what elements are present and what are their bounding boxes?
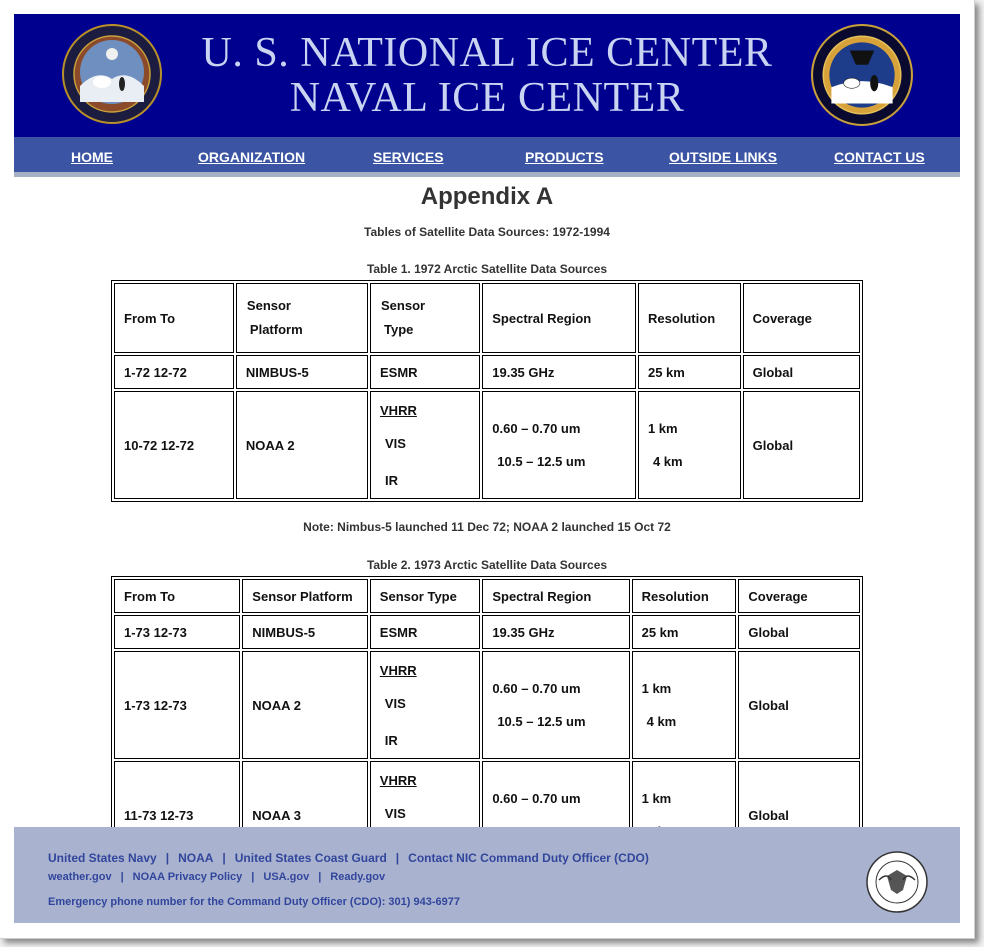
table-cell: Global [738,651,860,759]
footer-separator: | [222,851,226,865]
table-cell: ESMR [370,355,480,389]
spectral-text: 0.60 – 0.70 um [492,681,581,696]
sensor-type-text: VIS [384,695,406,711]
resolution-text: 4 km [652,454,683,469]
table-cell: ESMR [370,615,481,649]
main-content [14,177,960,827]
table-header-cell: Coverage [743,283,860,353]
table-header-cell [370,283,480,353]
table-cell [482,651,629,759]
footer-links-row2 [48,871,385,883]
table-cell: 10-72 12-72 [114,391,234,499]
site-footer [14,827,960,923]
table-cell: 19.35 GHz [482,355,636,389]
table1-header-row [114,283,860,353]
footer-link-noaa-privacy[interactable]: NOAA Privacy Policy [132,871,243,883]
table-cell [370,651,481,759]
resolution-text: 1 km [647,421,678,436]
table-cell: Global [743,355,860,389]
table-header-cell: Sensor Platform [242,579,368,613]
header-title-line1: U. S. NATIONAL ICE CENTER [201,30,773,76]
footer-emergency-text: Emergency phone number for the Command Duty Officer (CDO): 301) 943-6977 [48,896,460,908]
sensor-type-text: VHRR [379,662,417,678]
table-row [114,615,860,649]
page-subtitle: Tables of Satellite Data Sources: 1972-1994 [364,225,610,239]
footer-separator: | [395,851,400,865]
header-title-line2: NAVAL ICE CENTER [289,75,685,121]
nav-organization-link[interactable]: ORGANIZATION [198,149,306,165]
table-header-cell: Spectral Region [482,579,629,613]
sensor-type-text: VHRR [379,772,417,788]
table-cell [370,391,480,499]
table-cell: Global [743,391,860,499]
footer-link-weather-gov[interactable]: weather.gov [48,871,112,883]
nav-services-link[interactable]: SERVICES [373,149,444,165]
table-cell: 1-72 12-72 [114,355,234,389]
table1-note: Note: Nimbus-5 launched 11 Dec 72; NOAA 2 launched 15 Oct 72 [303,520,671,534]
table-cell: Global [738,615,860,649]
resolution-text: 1 km [641,681,672,696]
table-header-cell [236,283,368,353]
table-header-cell: From To [114,283,234,353]
table1 [111,280,863,502]
table-cell: 19.35 GHz [482,615,629,649]
table2-header-row [114,579,860,613]
table1-caption: Table 1. 1972 Arctic Satellite Data Sources [366,262,608,276]
footer-separator: | [120,871,124,883]
nav-home-link[interactable]: HOME [71,149,113,165]
table-cell: 25 km [638,355,741,389]
naval-ice-center-seal [811,24,913,126]
table-cell: NOAA 3 [242,761,368,869]
footer-links-row1 [48,851,649,865]
table-cell: 25 km [632,615,737,649]
footer-link-noaa[interactable]: NOAA [178,851,214,865]
footer-separator: | [165,851,170,865]
table-header-cell: Resolution [632,579,737,613]
table-row [114,651,860,759]
table-header-cell: Spectral Region [482,283,636,353]
footer-link-usa-gov[interactable]: USA.gov [263,871,310,883]
table-header-cell: Resolution [638,283,741,353]
table2-caption: Table 2. 1973 Arctic Satellite Data Sources [366,558,608,572]
table-cell: 1-73 12-73 [114,651,240,759]
sensor-type-text: IR [384,732,398,748]
table-cell: Global [738,761,860,869]
spectral-text: 0.60 – 0.70 um [492,791,581,806]
sensor-type-text: VIS [384,805,406,821]
spectral-text: 0.60 – 0.70 um [492,421,581,436]
department-of-commerce-seal [865,850,929,914]
table-cell: 1-73 12-73 [114,615,240,649]
table-header-cell: Coverage [738,579,860,613]
table-header-cell: From To [114,579,240,613]
resolution-text: 1 km [641,791,672,806]
nav-products-link[interactable]: PRODUCTS [525,149,604,165]
footer-link-contact-cdo[interactable]: Contact NIC Command Duty Officer (CDO) [408,851,649,865]
table-cell: NOAA 2 [236,391,368,499]
table-row [114,355,860,389]
header-text: Platform [249,322,303,337]
resolution-text: 4 km [646,714,677,729]
table-cell: NOAA 2 [242,651,368,759]
footer-separator: | [318,871,322,883]
table-cell: NIMBUS-5 [242,615,368,649]
header-text: Sensor [246,298,291,313]
spectral-text: 10.5 – 12.5 um [497,454,586,469]
nav-outside-links-link[interactable]: OUTSIDE LINKS [669,149,778,165]
footer-link-uscg[interactable]: United States Coast Guard [234,851,387,865]
footer-link-ready-gov[interactable]: Ready.gov [330,871,386,883]
table-cell [632,651,737,759]
footer-link-us-navy[interactable]: United States Navy [48,851,157,865]
header-text: Type [384,322,414,337]
nav-contact-us-link[interactable]: CONTACT US [834,149,925,165]
footer-separator: | [251,871,255,883]
table-cell [482,391,636,499]
site-header [14,14,960,137]
sensor-type-text: VIS [385,435,406,451]
header-text: Sensor [381,298,426,313]
table-cell: NIMBUS-5 [236,355,368,389]
table-cell: 11-73 12-73 [114,761,240,869]
spectral-text: 10.5 – 12.5 um [497,714,586,729]
sensor-type-text: VHRR [380,402,417,418]
table-header-cell: Sensor Type [370,579,481,613]
page-title: Appendix A [420,183,554,210]
main-nav [14,137,960,177]
table-row [114,391,860,499]
sensor-type-text: IR [385,472,399,488]
table-cell [638,391,741,499]
